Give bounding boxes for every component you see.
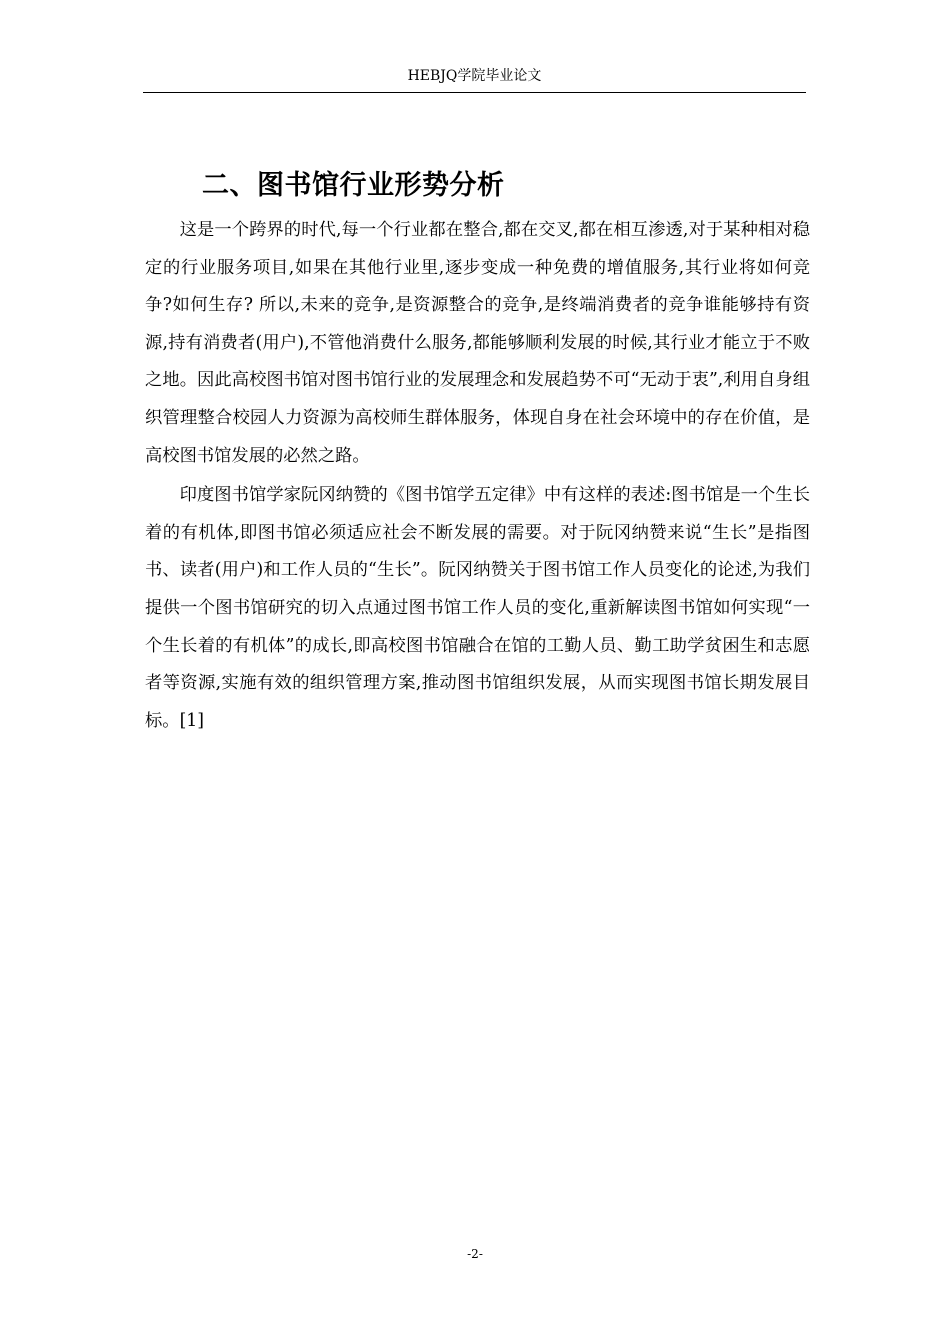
section-title: 二、图书馆行业形势分析	[202, 170, 505, 201]
paragraph-2: 印度图书馆学家阮冈纳赞的《图书馆学五定律》中有这样的表述:图书馆是一个生长着的有机体,即图书馆必须适应社会不断发展的需要。对于阮冈纳赞来说“生长”是指图书、读者(用户)和工作人员的“生长”。阮冈纳赞关于图书馆工作人员变化的论述,为我们提供一个图书馆研究的切入点通过图书馆工作人员的变化,重新解读图书馆如何实现“一个生长着的有机体”的成长,即高校图书馆融合在馆的工勤人员、勤工助学贫困生和志愿者等资源,实施有效的组织管理方案,推动图书馆组织发展，从而实现图书馆长期发展目标。[1]	[145, 485, 810, 731]
page-number: -2-	[467, 1247, 483, 1261]
paragraph-1: 这是一个跨界的时代,每一个行业都在整合,都在交叉,都在相互渗透,对于某种相对稳定的行业服务项目,如果在其他行业里,逐步变成一种免费的增值服务,其行业将如何竞争?如何生存? 所以,未来的竞争,是资源整合的竞争,是终端消费者的竞争谁能够持有资源,持有消费者(用户),不管他消费什么服务,都能够顺利发展的时候,其行业才能立于不败之地。因此高校图书馆对图书馆行业的发展理念和发展趋势不可“无动于衷”,利用自身组织管理整合校园人力资源为高校师生群体服务，体现自身在社会环境中的存在价值，是高校图书馆发展的必然之路。	[145, 220, 810, 466]
page-header	[143, 66, 806, 93]
header-title: HEBJQ学院毕业论文	[407, 68, 542, 84]
body-text	[145, 212, 810, 742]
